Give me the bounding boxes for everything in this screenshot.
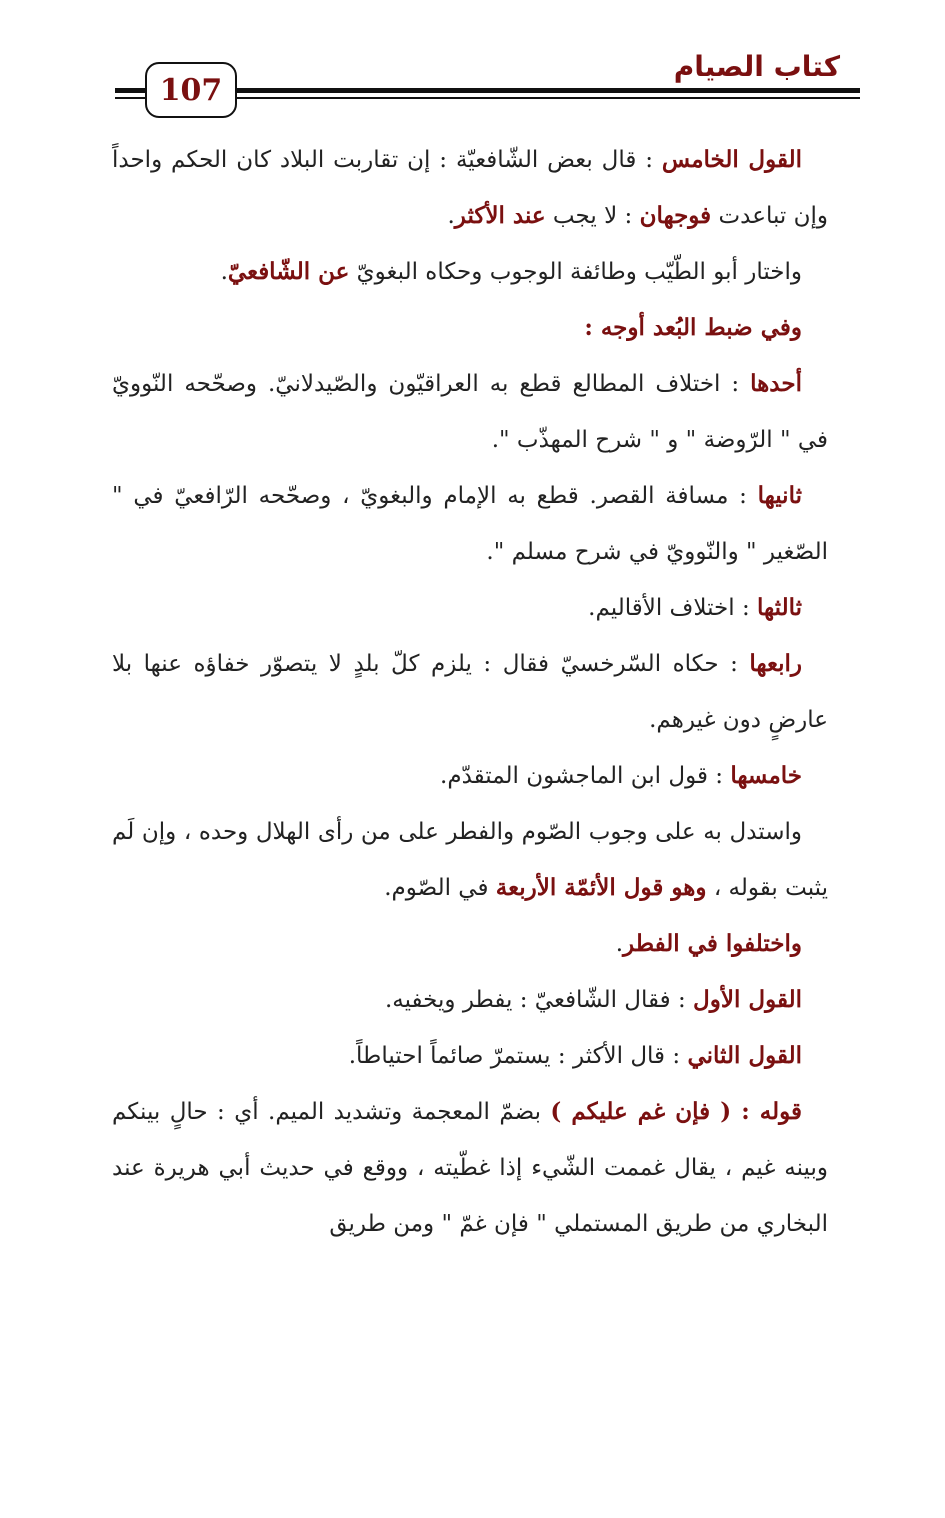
- term-label: القول الخامس: [661, 146, 803, 173]
- paragraph-text: : قال بعض الشّافعيّة : إن تقاربت البلاد كان الحكم واحداً وإن تباعدت: [112, 147, 828, 229]
- term-label: خامسها: [730, 762, 802, 789]
- paragraph-text: : لا يجب: [545, 203, 640, 229]
- paragraph-text: واختار أبو الطّيّب وطائفة الوجوب وحكاه البغويّ: [349, 259, 802, 285]
- paragraph: [112, 916, 828, 972]
- paragraph: [112, 1028, 828, 1084]
- paragraph: [112, 748, 828, 804]
- page-header: [0, 0, 945, 130]
- paragraph-text: : قال الأكثر : يستمرّ صائماً احتياطاً.: [348, 1043, 688, 1069]
- paragraph-text: : مسافة القصر. قطع به الإمام والبغويّ ، وصحّحه الرّافعيّ في " الصّغير " والنّوويّ في شرح مسلم ".: [112, 483, 828, 565]
- paragraph-text: في الصّوم.: [384, 875, 496, 901]
- paragraph: [112, 804, 828, 916]
- paragraph-text: بضمّ المعجمة وتشديد الميم. أي : حالٍ بينكم وبينه غيم ، يقال غممت الشّيء إذا غطّيته ، ووقع في حديث أبي هريرة عند البخاري من طريق المستملي " فإن غمّ " ومن طريق: [112, 1099, 828, 1237]
- paragraph-text: : اختلاف الأقاليم.: [588, 595, 758, 621]
- paragraph: [112, 300, 828, 356]
- term-label: القول الأول: [693, 986, 802, 1013]
- paragraph-text: : اختلاف المطالع قطع به العراقيّون والصّيدلانيّ. وصحّحه النّوويّ في " الرّوضة " و " شرح المهذّب ".: [112, 371, 828, 453]
- paragraph-text: .: [220, 259, 228, 285]
- paragraph-text: : حكاه السّرخسيّ فقال : يلزم كلّ بلدٍ لا يتصوّر خفاؤه عنها بلا عارضٍ دون غيرهم.: [112, 651, 828, 733]
- term-label: أحدها: [750, 370, 802, 397]
- section-heading: واختلفوا في الفطر: [623, 930, 802, 957]
- paragraph: [112, 636, 828, 748]
- paragraph-text: : قول ابن الماجشون المتقدّم.: [440, 763, 731, 789]
- section-heading: وفي ضبط البُعد أوجه :: [584, 314, 802, 341]
- paragraph: [112, 468, 828, 580]
- paragraph: [112, 1084, 828, 1252]
- paragraph-text: واستدل به على وجوب الصّوم والفطر على من رأى الهلال وحده ، وإن لَم يثبت بقوله ،: [112, 819, 828, 901]
- term-label: ثانيها: [757, 482, 802, 509]
- paragraph: [112, 244, 828, 300]
- term-label: رابعها: [749, 650, 802, 677]
- page-body: [112, 132, 828, 1252]
- paragraph-text: .: [447, 203, 455, 229]
- highlight-text: وهو قول الأئمّة الأربعة: [495, 874, 707, 901]
- page-number: 107: [145, 62, 237, 118]
- paragraph-text: .: [615, 931, 624, 957]
- term-label: القول الثاني: [687, 1042, 802, 1069]
- book-title: كتاب الصيام: [673, 50, 840, 83]
- highlight-text: عن الشّافعيّ: [227, 258, 350, 285]
- paragraph: [112, 132, 828, 244]
- highlight-text: عند الأكثر: [454, 202, 546, 229]
- paragraph-text: : فقال الشّافعيّ : يفطر ويخفيه.: [384, 987, 694, 1013]
- term-label: ثالثها: [757, 594, 802, 621]
- paragraph: [112, 972, 828, 1028]
- highlight-text: فوجهان: [639, 202, 712, 229]
- paragraph: [112, 356, 828, 468]
- term-label: قوله : ( فإن غم عليكم ): [550, 1098, 803, 1125]
- paragraph: [112, 580, 828, 636]
